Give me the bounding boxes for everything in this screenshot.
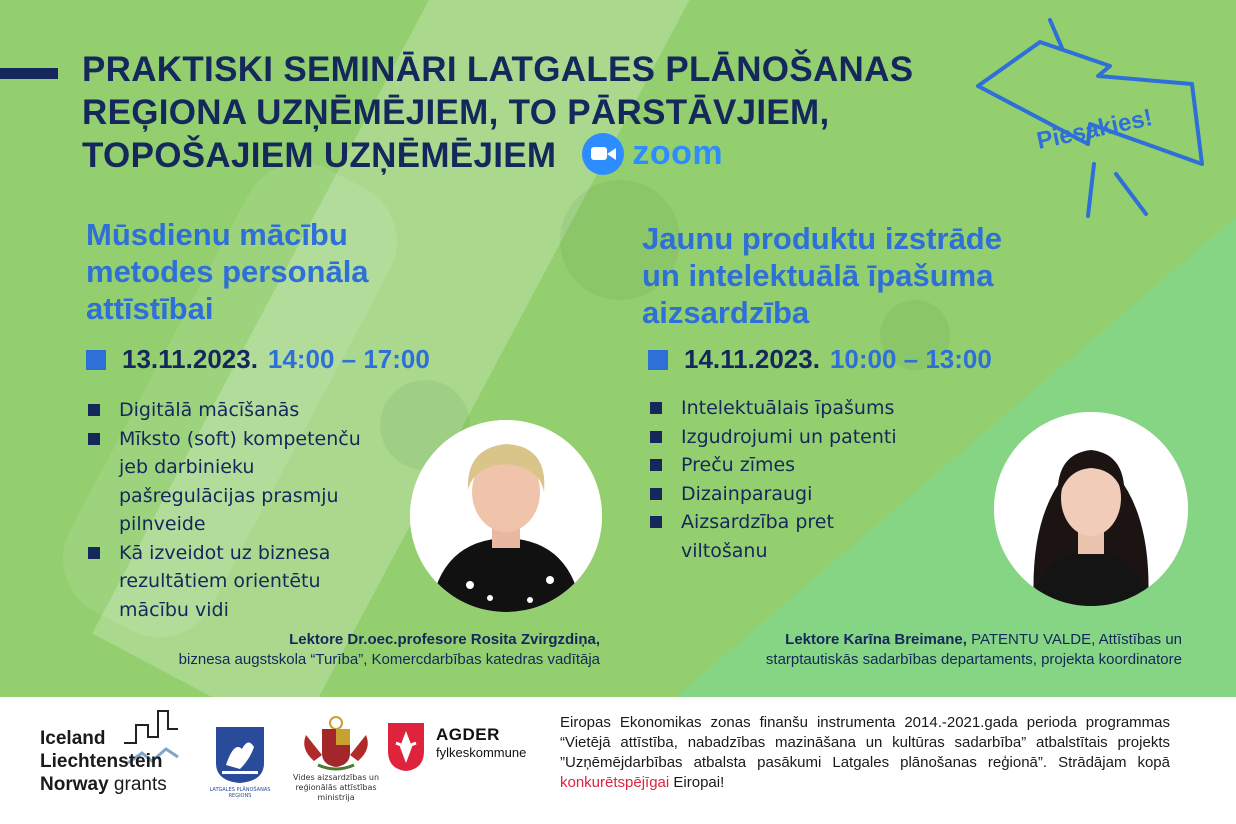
lecturer-affiliation: biznesa augstskola “Turība”, Komercdarbības katedras vadītāja xyxy=(178,651,600,668)
lecturer-name: Lektore Dr.oec.profesore Rosita Zvirgzdiņa, xyxy=(289,631,600,648)
title-line: PRAKTISKI SEMINĀRI LATGALES PLĀNOŠANAS xyxy=(82,50,914,89)
eea-logo-line: Norway grants xyxy=(40,774,167,795)
agder-crest-icon xyxy=(386,721,426,773)
course-title-line: Mūsdienu mācību xyxy=(86,217,348,252)
course-title-line: un intelektuālā īpašuma xyxy=(642,258,994,293)
page-title xyxy=(82,48,982,179)
lecturer-1-photo xyxy=(410,420,602,612)
course-title-line: attīstībai xyxy=(86,291,214,326)
list-item: Dizainparaugi xyxy=(648,480,948,509)
list-item: Intelektuālais īpašums xyxy=(648,394,948,423)
funding-statement: Eiropas Ekonomikas zonas finanšu instrumenta 2014.-2021.gada perioda programmas “Vietējā attīstība, nabadzības mazināšana un kultūras sadarbība” atbalstītais projekts ”Uzņēmējdarbības atbalsta pasākumi Latgales plānošanas reģionā”. Strādājam kopā konkurētspējīgai Eiropai! xyxy=(560,714,1170,791)
ministry-coat-of-arms-icon xyxy=(296,715,376,771)
square-bullet-icon xyxy=(86,350,106,370)
course-1-schedule xyxy=(86,344,430,375)
list-item: Digitālā mācīšanās xyxy=(86,396,416,425)
list-item: Mīksto (soft) kompetenču jeb darbinieku pašregulācijas prasmju pilnveide xyxy=(86,425,416,539)
course-2-title xyxy=(642,220,1002,331)
course-time: 14:00 – 17:00 xyxy=(267,344,430,374)
title-line-text: TOPOŠAJIEM UZŅĒMĒJIEM xyxy=(82,136,557,175)
ministry-caption: Vides aizsardzības un reģionālās attīstības ministrija xyxy=(292,773,380,802)
course-title-line: metodes personāla xyxy=(86,254,369,289)
highlight-word: konkurētspējīgai xyxy=(560,774,670,791)
list-item: Preču zīmes xyxy=(648,451,948,480)
zoom-logo xyxy=(582,132,723,175)
course-title-line: aizsardzība xyxy=(642,295,810,330)
agder-name: AGDER xyxy=(436,725,500,744)
eea-grants-logo xyxy=(40,727,167,796)
course-2-topics xyxy=(648,394,948,565)
course-title-line: Jaunu produktu izstrāde xyxy=(642,221,1002,256)
title-accent-bar xyxy=(0,68,58,79)
eea-logo-line: Iceland xyxy=(40,728,106,749)
list-item: Izgudrojumi un patenti xyxy=(648,423,948,452)
latgale-region-caption: LATGALES PLĀNOŠANAS REĢIONS xyxy=(209,787,271,799)
agder-subtitle: fylkeskommune xyxy=(436,745,527,760)
footer xyxy=(0,697,1236,824)
lecturer-affiliation: starptautiskās sadarbības departaments, projekta koordinatore xyxy=(765,651,1182,668)
square-bullet-icon xyxy=(648,350,668,370)
course-date: 13.11.2023. xyxy=(122,344,258,374)
title-line xyxy=(82,134,982,179)
lecturer-2-credit xyxy=(620,630,1182,670)
apply-badge-label: Piesakies! xyxy=(1034,104,1155,155)
course-2-schedule xyxy=(648,344,992,375)
course-date: 14.11.2023. xyxy=(684,344,820,374)
list-item: Aizsardzība pret viltošanu xyxy=(648,508,948,565)
course-1-title xyxy=(86,216,369,327)
course-1-topics xyxy=(86,396,416,624)
course-time: 10:00 – 13:00 xyxy=(829,344,992,374)
lecturer-1-credit xyxy=(40,630,600,670)
list-item: Kā izveidot uz biznesa rezultātiem orientētu mācību vidi xyxy=(86,539,416,625)
eea-logo-line: Liechtenstein xyxy=(40,751,163,772)
lecturer-affiliation: PATENTU VALDE, Attīstības un xyxy=(966,631,1182,648)
title-line: REĢIONA UZŅĒMĒJIEM, TO PĀRSTĀVJIEM, xyxy=(82,93,830,132)
zoom-camera-icon xyxy=(582,133,624,175)
zoom-label: zoom xyxy=(632,134,724,173)
lecturer-2-photo xyxy=(994,412,1188,606)
latgale-region-crest-icon xyxy=(214,725,266,785)
lecturer-name: Lektore Karīna Breimane, xyxy=(785,631,967,648)
